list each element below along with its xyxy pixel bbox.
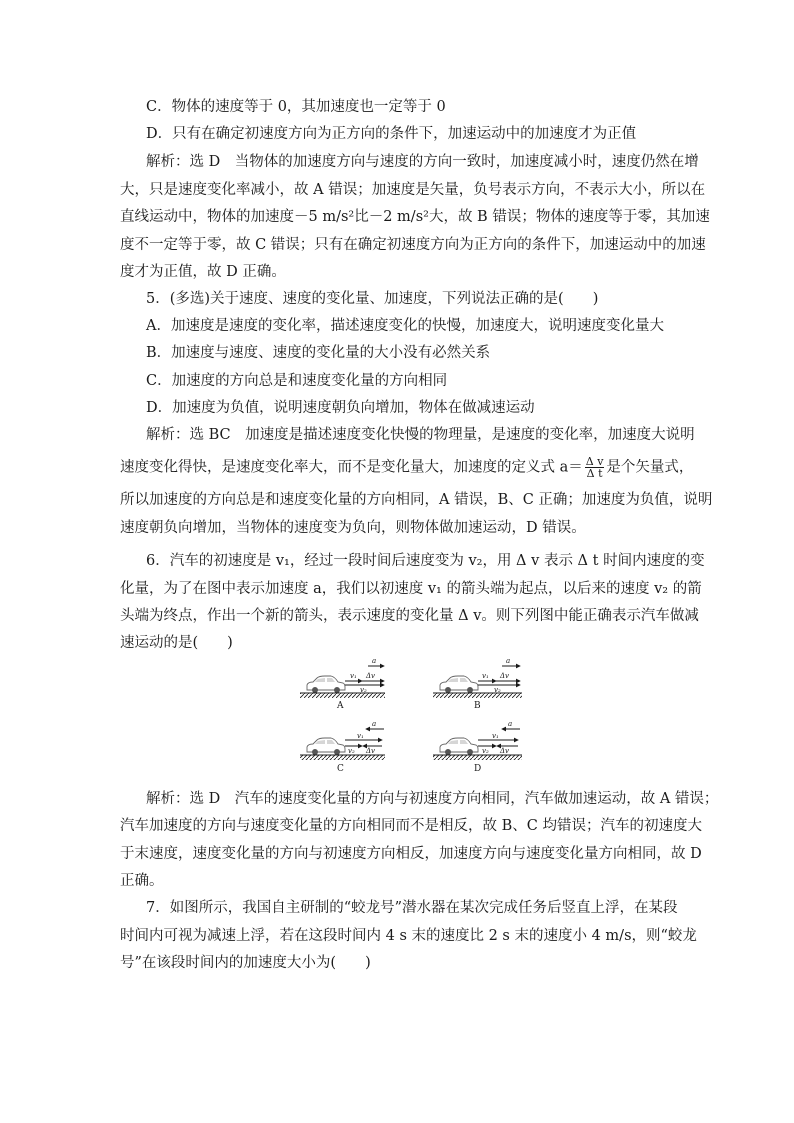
analysis-q5-line4: 速度朝负向增加，当物体的速度变为负向，则物体做加速运动，D 错误。 [120, 520, 586, 536]
analysis-q6-line1: 解析：选 D 汽车的速度变化量的方向与初速度方向相同，汽车做加速运动，故 A 错误； [146, 791, 719, 807]
analysis-q5-line1: 解析：选 BC 加速度是描述速度变化快慢的物理量，是速度的变化率，加速度大说明 [146, 427, 695, 443]
panel-d [433, 720, 522, 774]
panel-c-label-v2: v₂ [348, 747, 355, 755]
panel-b-label-v1: v₁ [482, 672, 489, 680]
analysis-q6-line2: 汽车加速度的方向与速度变化量的方向相同而不是相反，故 B、C 均错误；汽车的初速度大 [120, 818, 702, 834]
analysis-q5-text-b: 是个矢量式， [606, 459, 694, 476]
question-6-line1: 6．汽车的初速度是 v₁，经过一段时间后速度变为 v₂，用 Δ v 表示 Δ t 时间内速度的变 [146, 553, 705, 569]
panel-d-label-v1: v₁ [492, 732, 499, 740]
question-7-line3: 号”在该段时间内的加速度大小为( ) [120, 955, 371, 971]
analysis-q5-line3: 所以加速度的方向总是和速度变化量的方向相同，A 错误，B、C 正确；加速度为负值，说明 [120, 492, 713, 508]
question-6-line2: 化量，为了在图中表示加速度 a，我们以初速度 v₁ 的箭头端为起点，以后来的速度 v₂ 的箭 [120, 581, 702, 597]
panel-d-caption: D [474, 764, 482, 774]
panel-b-label-v2: v₂ [494, 686, 501, 694]
panel-c-label-v1: v₁ [357, 732, 364, 740]
fraction-numerator: Δ v [585, 455, 604, 468]
option-b-q5: B．加速度与速度、速度的变化量的大小没有必然关系 [146, 345, 491, 361]
panel-a-label-dv: Δv [366, 672, 376, 680]
panel-a-label-a: a [372, 657, 377, 665]
analysis-q4-line3: 直线运动中，物体的加速度－5 m/s²比－2 m/s²大，故 B 错误；物体的速度等于零，其加速 [120, 209, 710, 225]
panel-b-label-dv: Δv [500, 672, 510, 680]
option-d-q4: D．只有在确定初速度方向为正方向的条件下，加速运动中的加速度才为正值 [146, 126, 637, 142]
analysis-q4-line1: 解析：选 D 当物体的加速度方向与速度的方向一致时，加速度减小时，速度仍然在增 [146, 154, 699, 170]
question-6-line4: 速运动的是( ) [120, 635, 233, 651]
panel-b-caption: B [474, 701, 481, 711]
analysis-q5-line2 [120, 455, 694, 480]
panel-a-label-v1: v₁ [350, 672, 357, 680]
car-vector-diagram [300, 654, 540, 778]
panel-c-label-dv: Δv [366, 747, 376, 755]
car-vector-figure [300, 654, 540, 778]
panel-b [433, 657, 522, 711]
analysis-q6-line3: 于末速度，速度变化量的方向与初速度方向相反，加速度方向与速度变化量方向相同，故 D [120, 846, 702, 862]
analysis-q4-line5: 度才为正值，故 D 正确。 [120, 264, 286, 280]
panel-c-caption: C [337, 764, 344, 774]
panel-a [300, 657, 385, 711]
analysis-q6-line4: 正确。 [120, 873, 164, 889]
panel-d-label-v2: v₂ [482, 747, 489, 755]
question-5-stem: 5．(多选)关于速度、速度的变化量、加速度，下列说法正确的是( ) [146, 291, 599, 307]
analysis-q5-text-a: 速度变化得快，是速度变化率大，而不是变化量大，加速度的定义式 a＝ [120, 459, 583, 476]
panel-d-label-dv: Δv [500, 747, 510, 755]
option-a-q5: A．加速度是速度的变化率，描述速度变化的快慢，加速度大，说明速度变化量大 [146, 318, 664, 334]
panel-c-label-a: a [372, 720, 377, 728]
panel-d-label-a: a [508, 720, 513, 728]
option-d-q5: D．加速度为负值，说明速度朝负向增加，物体在做减速运动 [146, 400, 535, 416]
panel-b-label-a: a [506, 657, 511, 665]
panel-a-caption: A [337, 701, 344, 711]
question-7-line1: 7．如图所示，我国自主研制的“蛟龙号”潜水器在某次完成任务后竖直上浮，在某段 [146, 900, 678, 916]
analysis-q4-line2: 大，只是速度变化率减小，故 A 错误；加速度是矢量，负号表示方向，不表示大小，所以在 [120, 182, 706, 198]
panel-a-label-v2: v₂ [360, 686, 367, 694]
option-c-q5: C．加速度的方向总是和速度变化量的方向相同 [146, 373, 448, 389]
acceleration-fraction [585, 456, 605, 479]
question-6-line3: 头端为终点，作出一个新的箭头，表示速度的变化量 Δ v。则下列图中能正确表示汽车做减 [120, 608, 699, 624]
analysis-q4-line4: 度不一定等于零，故 C 错误；只有在确定初速度方向为正方向的条件下，加速运动中的加速 [120, 237, 706, 253]
question-7-line2: 时间内可视为减速上浮，若在这段时间内 4 s 末的速度比 2 s 末的速度小 4 m/s，则“蛟龙 [120, 928, 697, 944]
option-c-q4: C．物体的速度等于 0，其加速度也一定等于 0 [146, 99, 446, 115]
fraction-denominator: Δ t [586, 467, 603, 480]
panel-c [300, 720, 385, 774]
